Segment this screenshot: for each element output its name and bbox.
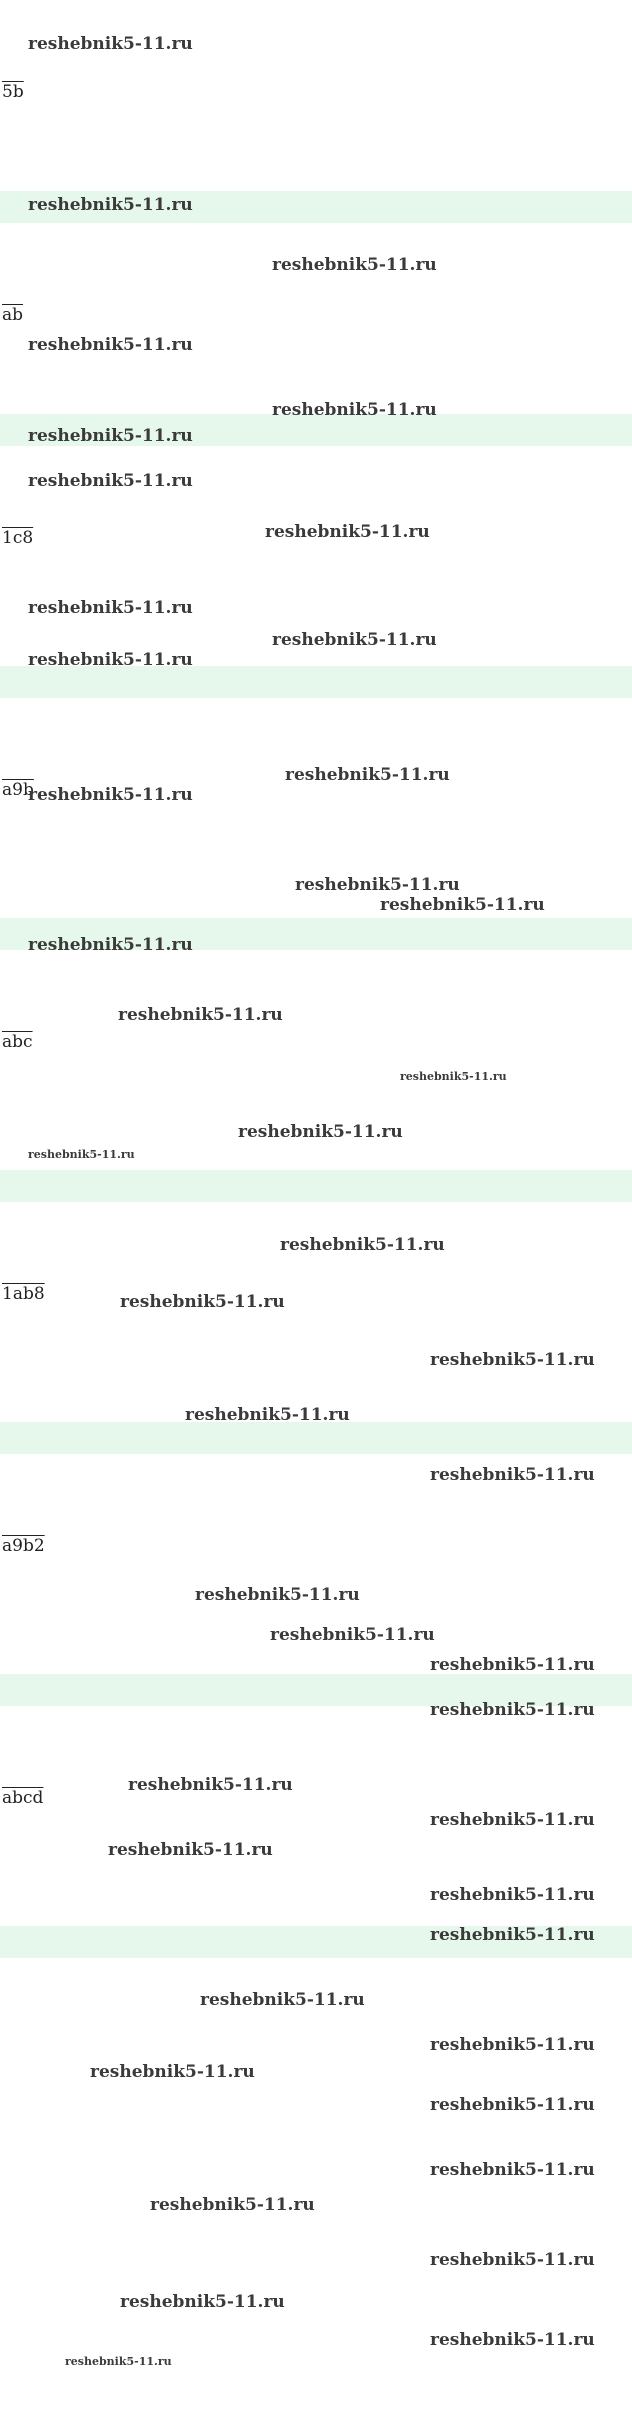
watermark: reshebnik5-11.ru xyxy=(295,875,460,895)
given-line xyxy=(0,1784,632,1813)
intro-line xyxy=(0,223,632,252)
given-line xyxy=(0,524,632,553)
watermark: reshebnik5-11.ru xyxy=(430,1885,595,1905)
calculation-line xyxy=(0,892,632,918)
watermark: reshebnik5-11.ru xyxy=(272,255,437,275)
rule-line xyxy=(0,582,632,611)
watermark: reshebnik5-11.ru xyxy=(430,1350,595,1370)
intro-line xyxy=(0,1454,632,1483)
number-notation: abcd xyxy=(2,1788,44,1808)
intro-line xyxy=(0,281,632,301)
calculation-line xyxy=(0,1900,632,1926)
given-line xyxy=(0,301,632,330)
intro-line xyxy=(0,1735,632,1764)
answer-line xyxy=(0,414,632,446)
watermark: reshebnik5-11.ru xyxy=(430,1700,595,1720)
calculation-line xyxy=(0,1648,632,1674)
rule-line xyxy=(0,1309,632,1338)
given-line xyxy=(0,776,632,805)
rule-line xyxy=(0,553,632,582)
calculation-line xyxy=(0,1144,632,1170)
rule-line xyxy=(0,1057,632,1086)
intro-line xyxy=(0,504,632,524)
watermark: reshebnik5-11.ru xyxy=(430,2160,595,2180)
intro-line xyxy=(0,475,632,504)
calculation-line xyxy=(0,388,632,414)
solution-section xyxy=(0,1706,632,1958)
answer-line xyxy=(0,918,632,950)
watermark: reshebnik5-11.ru xyxy=(280,1235,445,1255)
watermark: reshebnik5-11.ru xyxy=(150,2195,315,2215)
intro-line xyxy=(0,1231,632,1260)
watermark: reshebnik5-11.ru xyxy=(285,765,450,785)
answer-line xyxy=(0,1926,632,1958)
number-notation: 1c8 xyxy=(2,528,34,548)
watermark: reshebnik5-11.ru xyxy=(28,335,193,355)
watermark: reshebnik5-11.ru xyxy=(380,895,545,915)
watermark: reshebnik5-11.ru xyxy=(28,935,193,955)
intro-line xyxy=(0,727,632,756)
number-notation: $\overline{abc}$ xyxy=(2,1032,33,1052)
solution-section xyxy=(0,1454,632,1706)
calculation-line xyxy=(0,640,632,666)
given-line xyxy=(0,1028,632,1057)
watermark: reshebnik5-11.ru xyxy=(28,1148,135,1161)
watermark: reshebnik5-11.ru xyxy=(28,195,193,215)
rule-line xyxy=(0,1086,632,1115)
watermark: reshebnik5-11.ru xyxy=(120,1292,285,1312)
given-line xyxy=(0,1280,632,1309)
solution-section xyxy=(0,950,632,1202)
watermark: reshebnik5-11.ru xyxy=(272,400,437,420)
rule-line xyxy=(0,1590,632,1619)
solution-section xyxy=(0,698,632,950)
watermark: reshebnik5-11.ru xyxy=(238,1122,403,1142)
solution-section xyxy=(0,1202,632,1454)
intro-line xyxy=(0,252,632,281)
intro-line xyxy=(0,29,632,58)
number-notation: 1ab8 xyxy=(2,1284,45,1304)
rule-line xyxy=(0,1813,632,1842)
watermark: reshebnik5-11.ru xyxy=(28,650,193,670)
intro-line xyxy=(0,0,632,29)
calculation-line xyxy=(0,1396,632,1422)
rule-line xyxy=(0,1115,632,1144)
watermark: reshebnik5-11.ru xyxy=(430,2330,595,2350)
rule-line xyxy=(0,1842,632,1871)
intro-line xyxy=(0,979,632,1008)
intro-line xyxy=(0,446,632,475)
watermark: reshebnik5-11.ru xyxy=(185,1405,350,1425)
watermark: reshebnik5-11.ru xyxy=(108,1840,273,1860)
intro-line xyxy=(0,1260,632,1280)
rule-line xyxy=(0,1871,632,1900)
rule-line xyxy=(0,1561,632,1590)
intro-line xyxy=(0,1706,632,1735)
watermark: reshebnik5-11.ru xyxy=(195,1585,360,1605)
watermark: reshebnik5-11.ru xyxy=(28,34,193,54)
solution-section xyxy=(0,223,632,446)
intro-line xyxy=(0,1008,632,1028)
given-line xyxy=(0,1532,632,1561)
intro-line xyxy=(0,58,632,78)
rule-line xyxy=(0,805,632,834)
number-notation: a9b2 xyxy=(2,1536,45,1556)
solution-section xyxy=(0,446,632,698)
watermark: reshebnik5-11.ru xyxy=(65,2355,172,2368)
watermark: reshebnik5-11.ru xyxy=(28,471,193,491)
watermark: reshebnik5-11.ru xyxy=(90,2062,255,2082)
given-line xyxy=(0,78,632,107)
watermark: reshebnik5-11.ru xyxy=(430,2035,595,2055)
intro-line xyxy=(0,1202,632,1231)
intro-line xyxy=(0,1483,632,1512)
watermark: reshebnik5-11.ru xyxy=(265,522,430,542)
watermark: reshebnik5-11.ru xyxy=(28,785,193,805)
answer-line xyxy=(0,666,632,698)
rule-line xyxy=(0,834,632,863)
rule-line xyxy=(0,863,632,892)
watermark: reshebnik5-11.ru xyxy=(430,1465,595,1485)
number-notation: a9b xyxy=(2,780,34,800)
intro-line xyxy=(0,1512,632,1532)
intro-line xyxy=(0,698,632,727)
watermark: reshebnik5-11.ru xyxy=(270,1625,435,1645)
intro-line xyxy=(0,756,632,776)
watermark: reshebnik5-11.ru xyxy=(200,1990,365,2010)
rule-line xyxy=(0,1619,632,1648)
watermark: reshebnik5-11.ru xyxy=(400,1070,507,1083)
watermark: reshebnik5-11.ru xyxy=(118,1005,283,1025)
rule-line xyxy=(0,611,632,640)
watermark: reshebnik5-11.ru xyxy=(128,1775,293,1795)
watermark: reshebnik5-11.ru xyxy=(28,426,193,446)
rule-line xyxy=(0,1338,632,1367)
solution-section xyxy=(0,0,632,223)
watermark: reshebnik5-11.ru xyxy=(430,2250,595,2270)
answer-line xyxy=(0,1170,632,1202)
watermark: reshebnik5-11.ru xyxy=(28,598,193,618)
intro-line xyxy=(0,1764,632,1784)
rule-line xyxy=(0,136,632,165)
watermark: reshebnik5-11.ru xyxy=(430,1655,595,1675)
intro-line xyxy=(0,950,632,979)
answer-line xyxy=(0,1422,632,1454)
rule-line xyxy=(0,359,632,388)
watermark: reshebnik5-11.ru xyxy=(120,2292,285,2312)
answer-line xyxy=(0,1674,632,1706)
answer-line xyxy=(0,191,632,223)
rule-line xyxy=(0,330,632,359)
number-notation: 5b xyxy=(2,82,24,102)
watermark: reshebnik5-11.ru xyxy=(430,1810,595,1830)
watermark: reshebnik5-11.ru xyxy=(272,630,437,650)
calculation-line xyxy=(0,165,632,191)
rule-line xyxy=(0,1367,632,1396)
rule-line xyxy=(0,107,632,136)
number-notation: $\overline{ab}$ xyxy=(2,305,24,325)
watermark: reshebnik5-11.ru xyxy=(430,1925,595,1945)
watermark: reshebnik5-11.ru xyxy=(430,2095,595,2115)
